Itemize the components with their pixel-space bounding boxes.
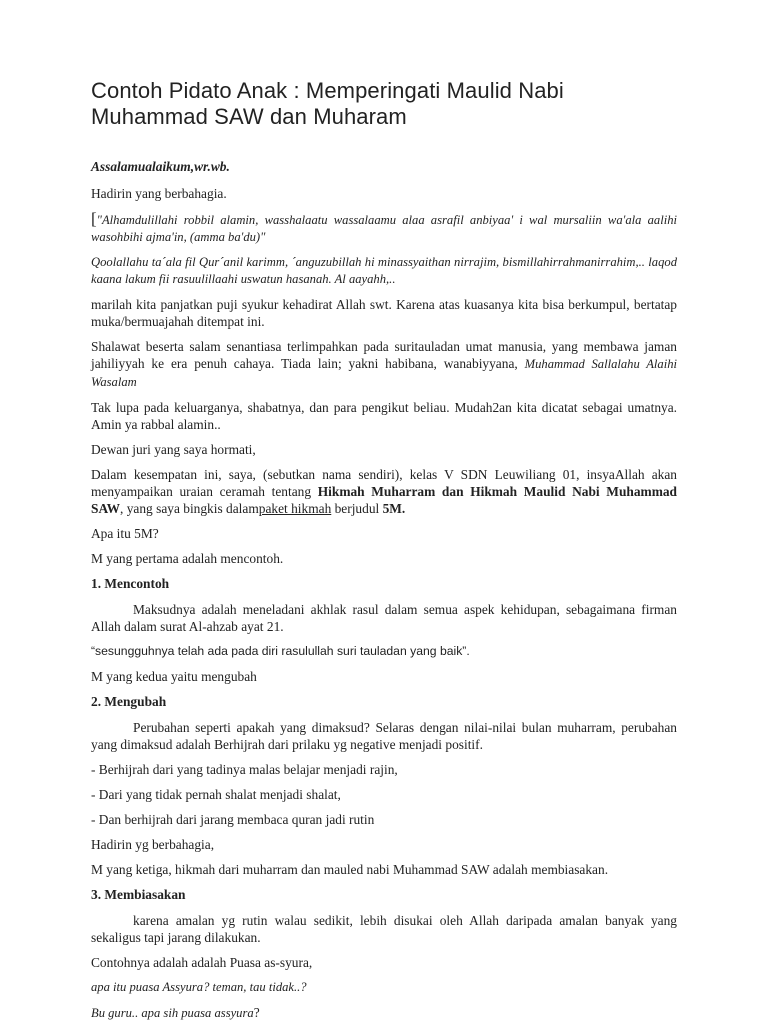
question-bu-guru	[91, 1004, 677, 1022]
contohnya: Contohnya adalah adalah Puasa as-syura,	[91, 955, 313, 970]
kesempatan-bold-topic: Hikmah Muharram dan Hikmah Maulid Nabi Muhammad SAW	[91, 484, 677, 516]
heading-mengubah: 2. Mengubah	[91, 694, 167, 709]
shalawat-text: Shalawat beserta salam senantiasa terlimpahkan pada suritauladan umat manusia, yang membawa jaman jahiliyyah ke era penuh cahaya. Tiada lain; yakni habibana, wanabiyyana,	[91, 339, 677, 371]
title-line-1: Contoh Pidato Anak : Memperingati Maulid Nabi	[91, 78, 564, 103]
dewan-juri-greeting: Dewan juri yang saya hormati,	[91, 442, 256, 457]
question-bu-guru-italic: Bu guru.. apa sih puasa assyura	[91, 1006, 254, 1020]
salam-greeting: Assalamualaikum,wr.wb.	[91, 159, 230, 174]
kesempatan-text-1: Dalam kesempatan ini, saya, (sebutkan nama sendiri), kelas V SDN Leuwiliang 01, insyaAllah akan menyampaikan uraian ceramah tentang	[91, 467, 677, 499]
perubahan-paragraph: Perubahan seperti apakah yang dimaksud? Selaras dengan nilai-nilai bulan muharram, perubahan yang dimaksud adalah Berhijrah dari prilaku yg negative menjadi positif.	[91, 720, 677, 752]
arabic-opening-text: "Alhamdulillahi robbil alamin, wasshalaatu wassalaamu alaa asrafil anbiyaa' i wal mursaliin wa'ala aalihi wasohbihi ajma'in, (amma ba'du)"	[91, 213, 677, 244]
keluarga-paragraph: Tak lupa pada keluarganya, shabatnya, dan para pengikut beliau. Mudah2an kita dicatat sebagai umatnya. Amin ya rabbal alamin..	[91, 400, 677, 432]
list-item-2: - Dari yang tidak pernah shalat menjadi shalat,	[91, 787, 341, 802]
qoolallahu-paragraph: Qoolallahu ta´ala fil Qur´anil karimm, ´anguzubillah hi minassyaithan nirrajim, bismillahirrahmanirrahim,.. laqod kaana lakum fii rasuulillaahi uswatun hasanah. Al aayahh,..	[91, 255, 677, 286]
opening-bracket: [	[91, 209, 97, 228]
kesempatan-text-3: berjudul	[331, 501, 383, 516]
apa-itu-5m: Apa itu 5M?	[91, 526, 159, 541]
arabic-opening	[91, 210, 677, 246]
paket-hikmah-link[interactable]: paket hikmah	[258, 501, 332, 516]
document-title	[91, 78, 677, 130]
amalan-paragraph: karena amalan yg rutin walau sedikit, lebih disukai oleh Allah daripada amalan banyak yang sekaligus tapi jarang dilakukan.	[91, 913, 677, 945]
hadirin-yg: Hadirin yg berbahagia,	[91, 837, 215, 852]
kesempatan-text-2: , yang saya bingkis dalam	[120, 501, 259, 516]
quote-sesungguhnya: “sesungguhnya telah ada pada diri rasulullah suri tauladan yang baik”.	[91, 644, 470, 658]
title-line-2: Muhammad SAW dan Muharam	[91, 104, 407, 129]
question-mark: ?	[253, 1005, 260, 1020]
heading-membiasakan: 3. Membiasakan	[91, 887, 186, 902]
mencontoh-paragraph: Maksudnya adalah meneladani akhlak rasul dalam semua aspek kehidupan, sebagaimana firman Allah dalam surat Al-ahzab ayat 21.	[91, 602, 677, 634]
m-ketiga: M yang ketiga, hikmah dari muharram dan mauled nabi Muhammad SAW adalah membiasakan.	[91, 862, 609, 877]
shalawat-italic: Muhammad Sallalahu Alaihi Wasalam	[91, 357, 677, 389]
list-item-1: - Berhijrah dari yang tadinya malas belajar menjadi rajin,	[91, 762, 398, 777]
heading-mencontoh: 1. Mencontoh	[91, 576, 170, 591]
list-item-3: - Dan berhijrah dari jarang membaca quran jadi rutin	[91, 812, 375, 827]
m-pertama: M yang pertama adalah mencontoh.	[91, 551, 284, 566]
hadirin-greeting: Hadirin yang berbahagia.	[91, 186, 227, 201]
kesempatan-paragraph	[91, 466, 677, 517]
question-apa-itu: apa itu puasa Assyura? teman, tau tidak..?	[91, 980, 307, 994]
syukur-paragraph: marilah kita panjatkan puji syukur kehadirat Allah swt. Karena atas kuasanya kita bisa berkumpul, bertatap muka/bermuajahah ditempat ini.	[91, 297, 677, 329]
m-kedua: M yang kedua yaitu mengubah	[91, 669, 257, 684]
kesempatan-5m: 5M.	[382, 501, 406, 516]
shalawat-paragraph	[91, 338, 677, 391]
